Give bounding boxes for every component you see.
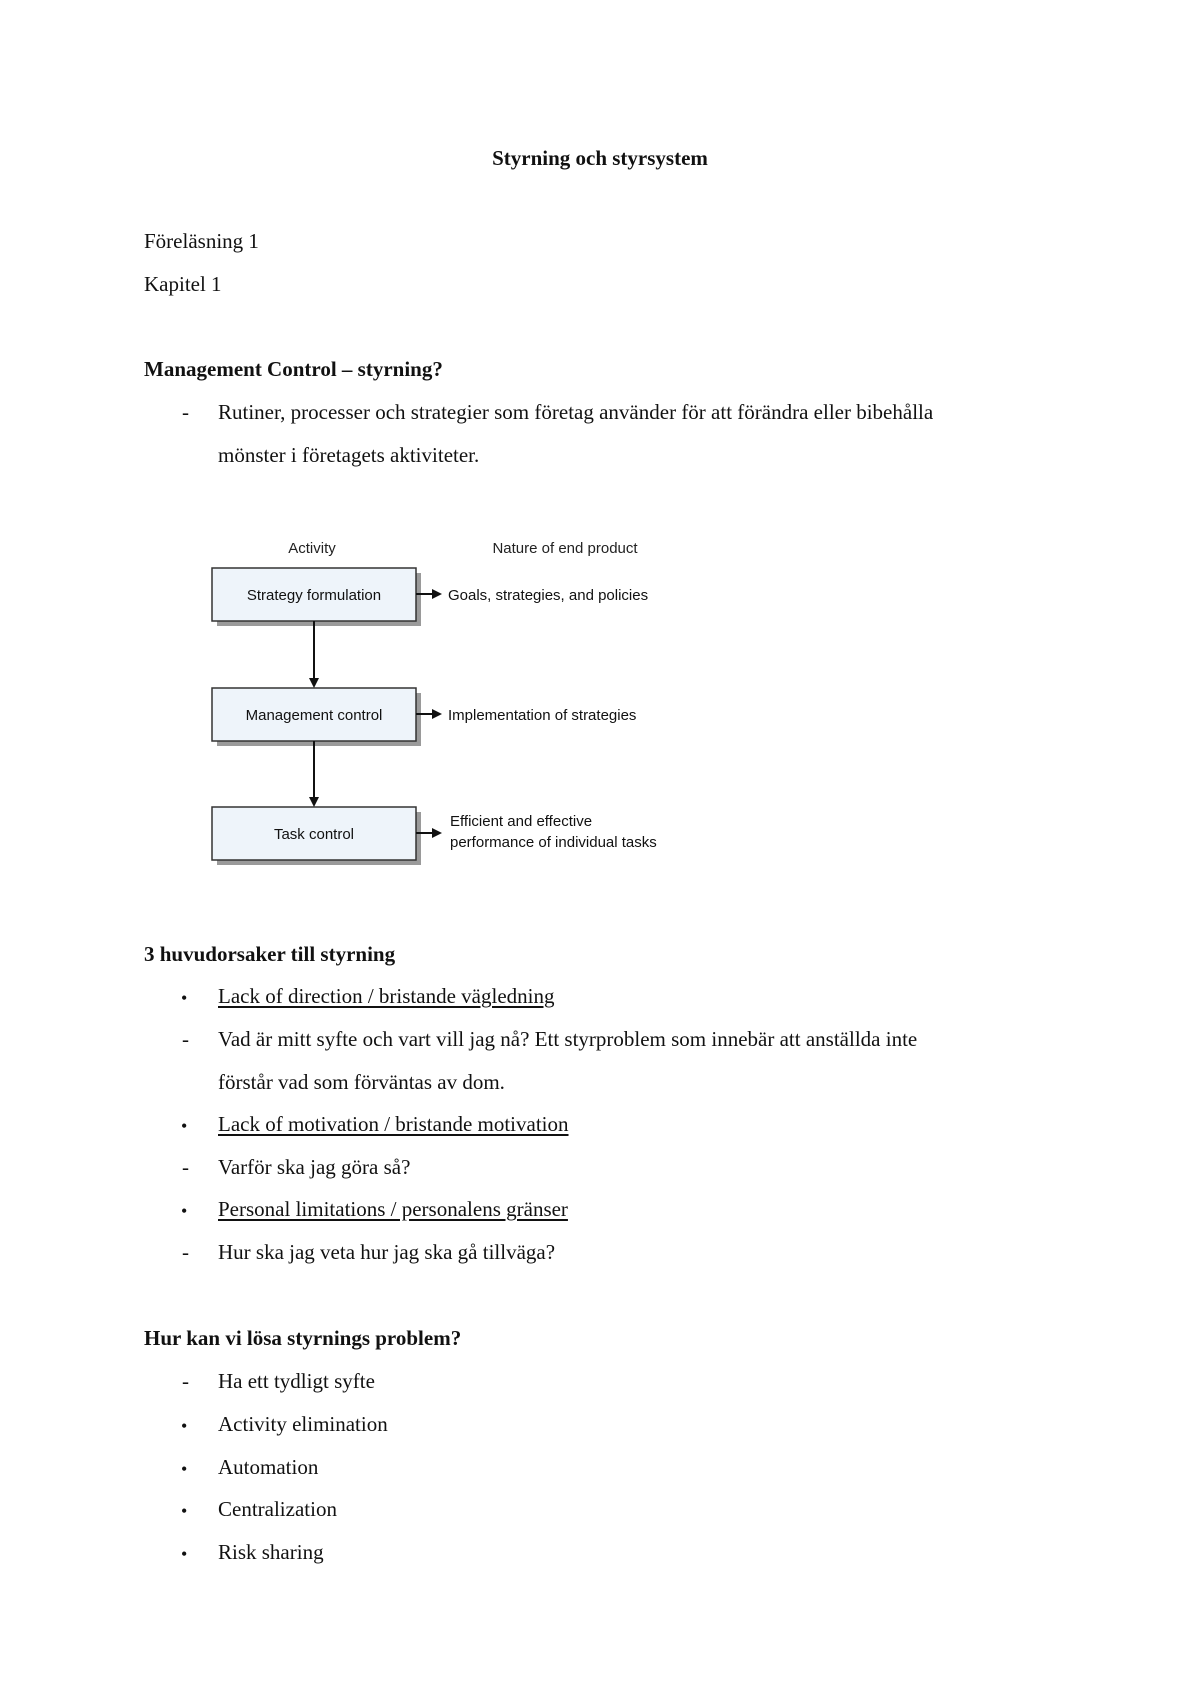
dash-marker: -	[182, 1027, 189, 1051]
output-implementation: Implementation of strategies	[448, 707, 637, 724]
section-heading-management-control: Management Control – styrning?	[144, 357, 443, 381]
bullet-marker: •	[181, 988, 188, 1008]
output-performance: performance of individual tasks	[450, 834, 657, 851]
bullet-marker: •	[181, 1416, 188, 1436]
control-hierarchy-diagram	[200, 530, 720, 880]
bullet-marker: •	[181, 1501, 188, 1521]
dash-marker: -	[182, 1155, 189, 1179]
column-header-end-product: Nature of end product	[492, 540, 638, 557]
bullet-centralization: Centralization	[218, 1497, 337, 1521]
chapter-label: Kapitel 1	[144, 272, 222, 296]
section-heading-main-reasons: 3 huvudorsaker till styrning	[144, 942, 396, 966]
dash-marker: -	[182, 1240, 189, 1264]
list-item-line: Hur ska jag veta hur jag ska gå tillväga?	[218, 1240, 556, 1264]
dash-marker: -	[182, 1369, 189, 1393]
list-item-line: förstår vad som förväntas av dom.	[218, 1070, 505, 1094]
bullet-lack-of-motivation: Lack of motivation / bristande motivation	[218, 1112, 569, 1136]
output-efficient: Efficient and effective	[450, 813, 593, 830]
box-management-control	[212, 688, 416, 741]
box-label: Strategy formulation	[246, 587, 382, 604]
bullet-risk-sharing: Risk sharing	[218, 1540, 324, 1564]
lecture-label: Föreläsning 1	[144, 229, 259, 253]
document-title: Styrning och styrsystem	[492, 146, 708, 170]
list-item-line: Rutiner, processer och strategier som företag använder för att förändra eller bibehålla	[218, 400, 934, 424]
box-strategy-formulation	[212, 568, 416, 621]
bullet-marker: •	[181, 1459, 188, 1479]
box-task-control	[212, 807, 416, 860]
list-item-line: mönster i företagets aktiviteter.	[218, 443, 480, 467]
column-header-activity: Activity	[288, 540, 336, 557]
box-label: Management control	[245, 707, 383, 724]
bullet-marker: •	[181, 1201, 188, 1221]
output-goals: Goals, strategies, and policies	[448, 587, 649, 604]
bullet-activity-elimination: Activity elimination	[218, 1412, 388, 1436]
list-item-line: Varför ska jag göra så?	[218, 1155, 411, 1179]
section-heading-solutions: Hur kan vi lösa styrnings problem?	[144, 1326, 462, 1350]
bullet-automation: Automation	[218, 1455, 319, 1479]
dash-marker: -	[182, 400, 189, 424]
bullet-marker: •	[181, 1544, 188, 1564]
bullet-personal-limitations: Personal limitations / personalens gränser	[218, 1197, 568, 1221]
bullet-marker: •	[181, 1116, 188, 1136]
box-label: Task control	[273, 826, 355, 843]
bullet-lack-of-direction: Lack of direction / bristande vägledning	[218, 984, 555, 1008]
list-item-line: Ha ett tydligt syfte	[218, 1369, 375, 1393]
list-item-line: Vad är mitt syfte och vart vill jag nå? Ett styrproblem som innebär att anställda inte	[218, 1027, 918, 1051]
